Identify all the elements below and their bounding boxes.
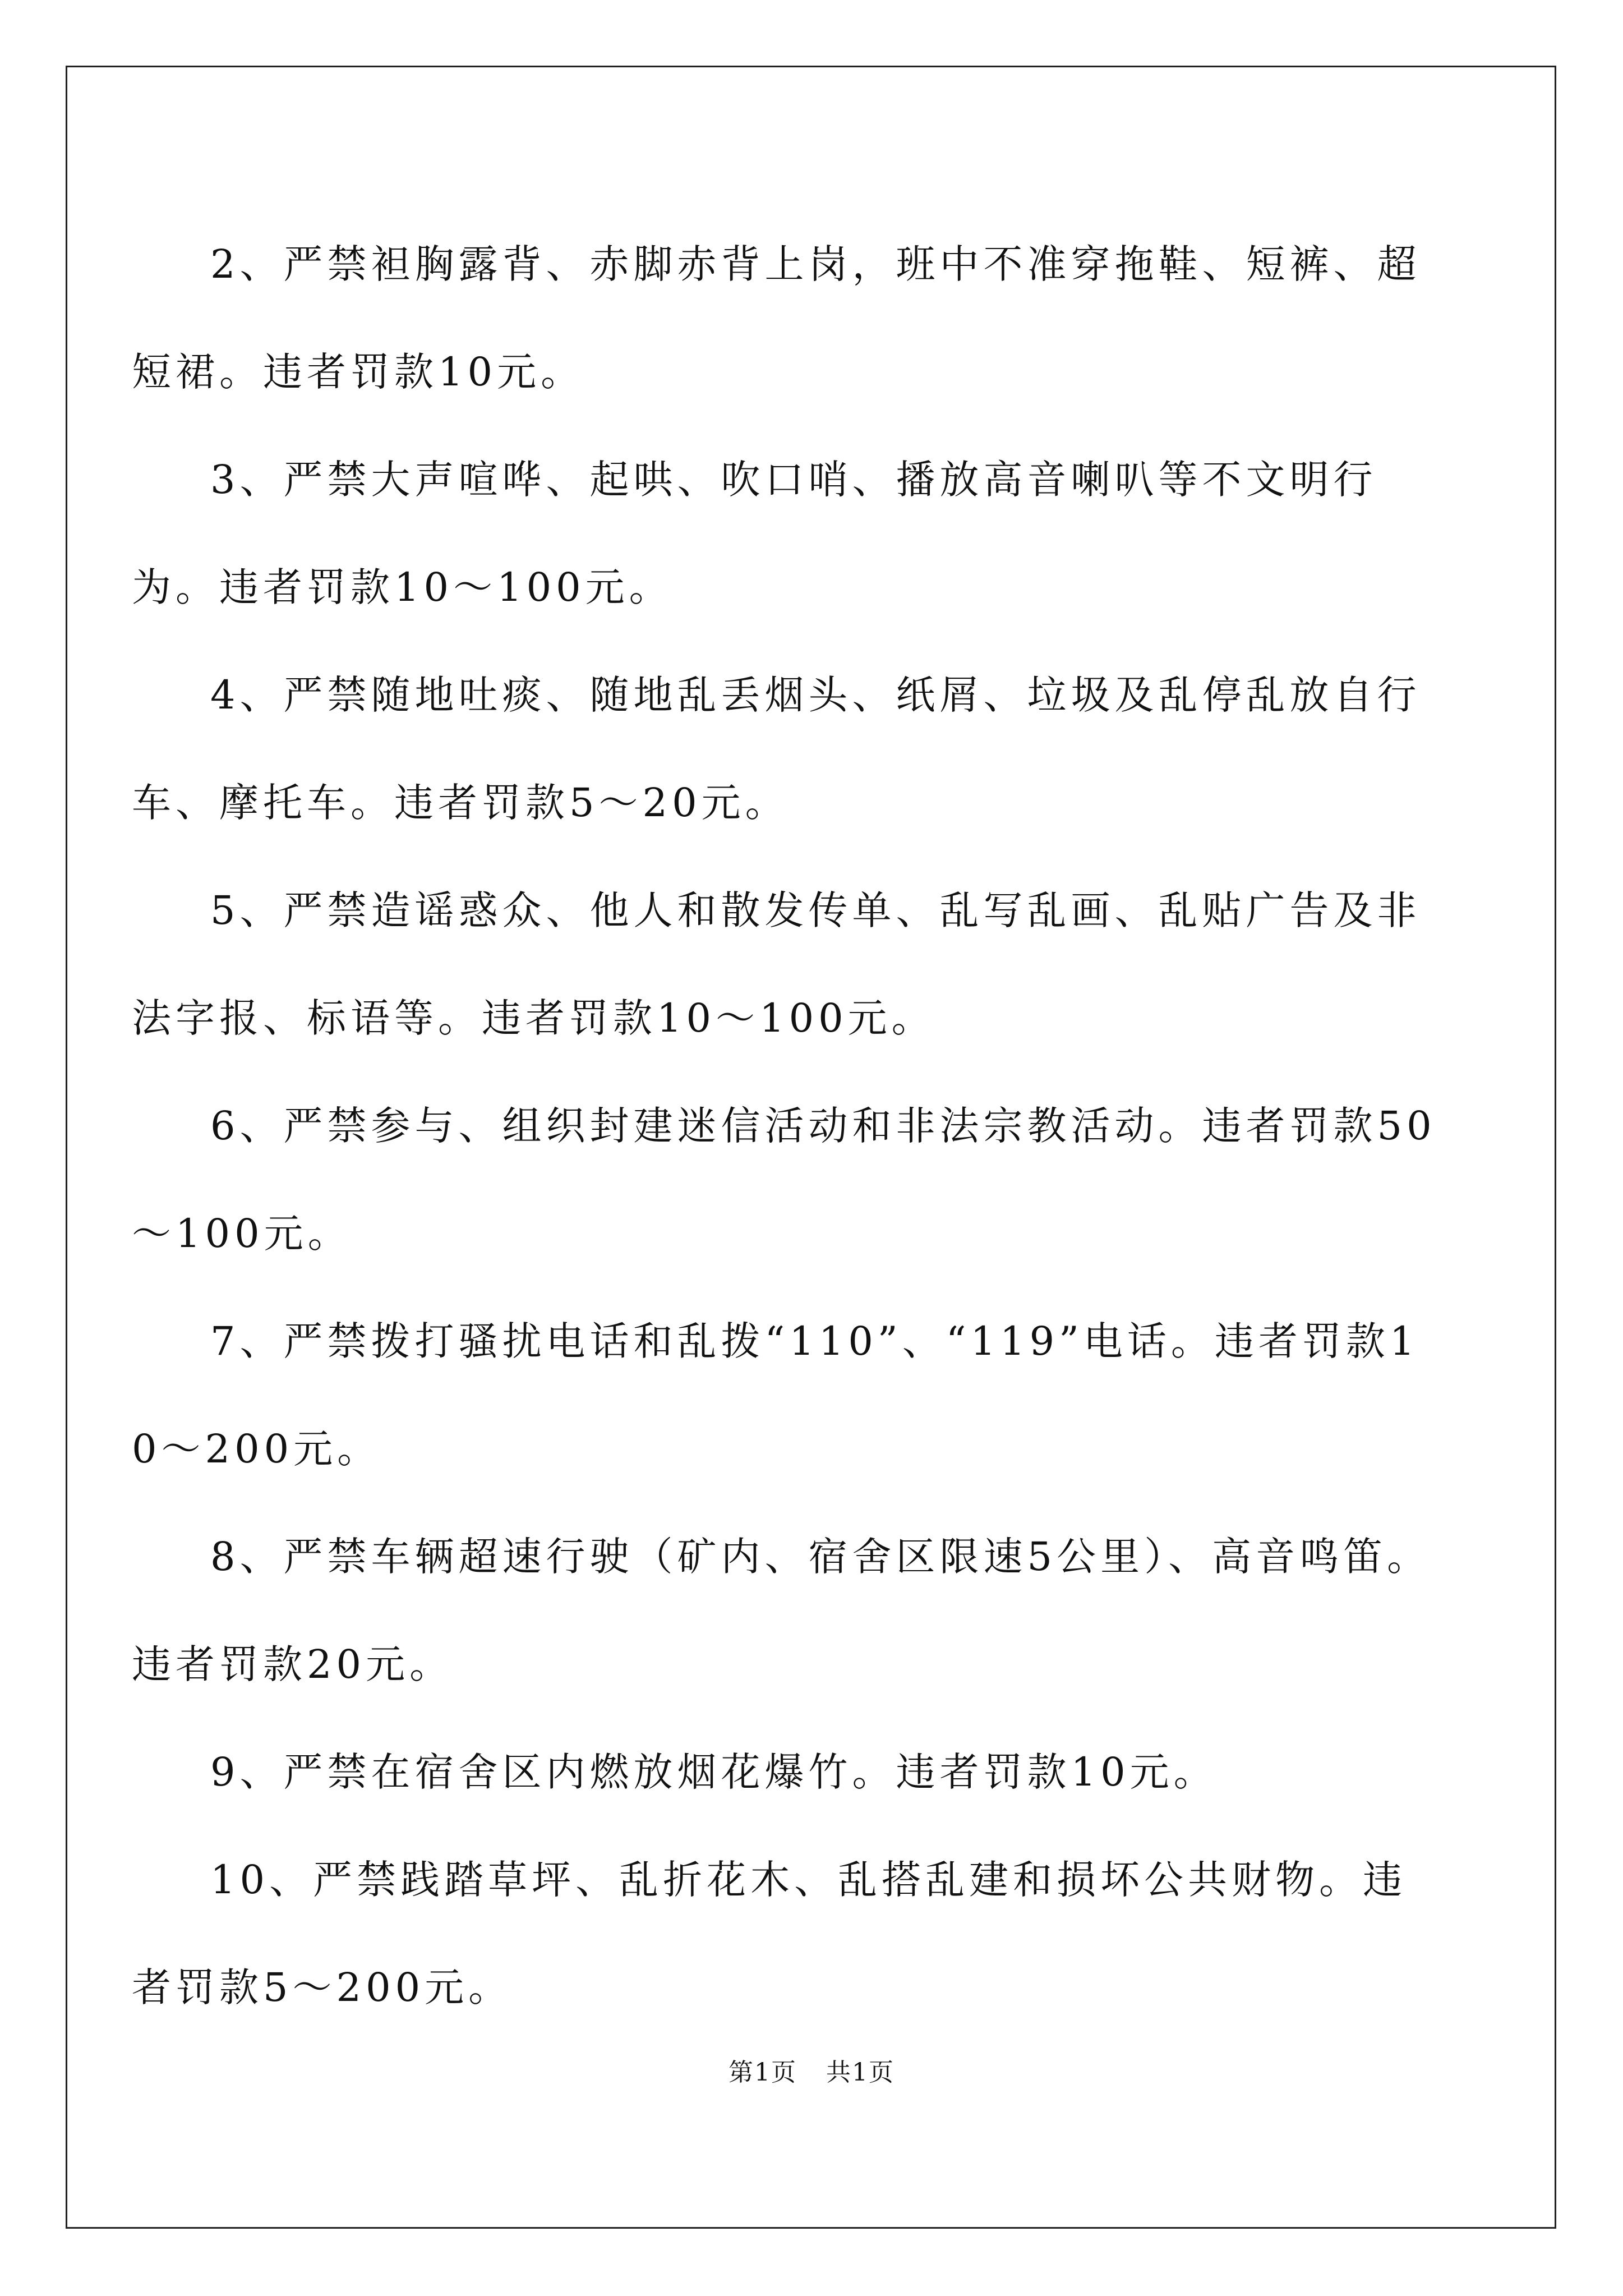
paragraph-rule-2: 2、严禁袒胸露背、赤脚赤背上岗，班中不准穿拖鞋、短裤、超短裙。违者罚款10元。 bbox=[132, 241, 1421, 395]
page-number: 第1页 bbox=[728, 2058, 797, 2087]
paragraph-rule-5: 5、严禁造谣惑众、他人和散发传单、乱写乱画、乱贴广告及非法字报、标语等。违者罚款10～100元。 bbox=[132, 887, 1421, 1041]
paragraph-rule-10: 10、严禁践踏草坪、乱折花木、乱搭乱建和损坏公共财物。违者罚款5～200元。 bbox=[132, 1857, 1407, 2010]
paragraph-rule-7: 7、严禁拨打骚扰电话和乱拨“110”、“119”电话。违者罚款10～200元。 bbox=[132, 1318, 1419, 1472]
page-footer bbox=[0, 2056, 1623, 2090]
paragraph-rule-8: 8、严禁车辆超速行驶（矿内、宿舍区限速5公里）、高音鸣笛。违者罚款20元。 bbox=[132, 1534, 1431, 1687]
paragraph-rule-3: 3、严禁大声喧哗、起哄、吹口哨、播放高音喇叭等不文明行为。违者罚款10～100元。 bbox=[132, 457, 1377, 610]
paragraph-rule-6: 6、严禁参与、组织封建迷信活动和非法宗教活动。违者罚款50～100元。 bbox=[132, 1103, 1436, 1257]
paragraph-rule-9: 9、严禁在宿舍区内燃放烟花爆竹。违者罚款10元。 bbox=[210, 1749, 1218, 1795]
page-total: 共1页 bbox=[826, 2058, 895, 2087]
paragraph-rule-4: 4、严禁随地吐痰、随地乱丢烟头、纸屑、垃圾及乱停乱放自行车、摩托车。违者罚款5～20元。 bbox=[132, 672, 1421, 826]
document-body bbox=[132, 210, 1447, 2041]
